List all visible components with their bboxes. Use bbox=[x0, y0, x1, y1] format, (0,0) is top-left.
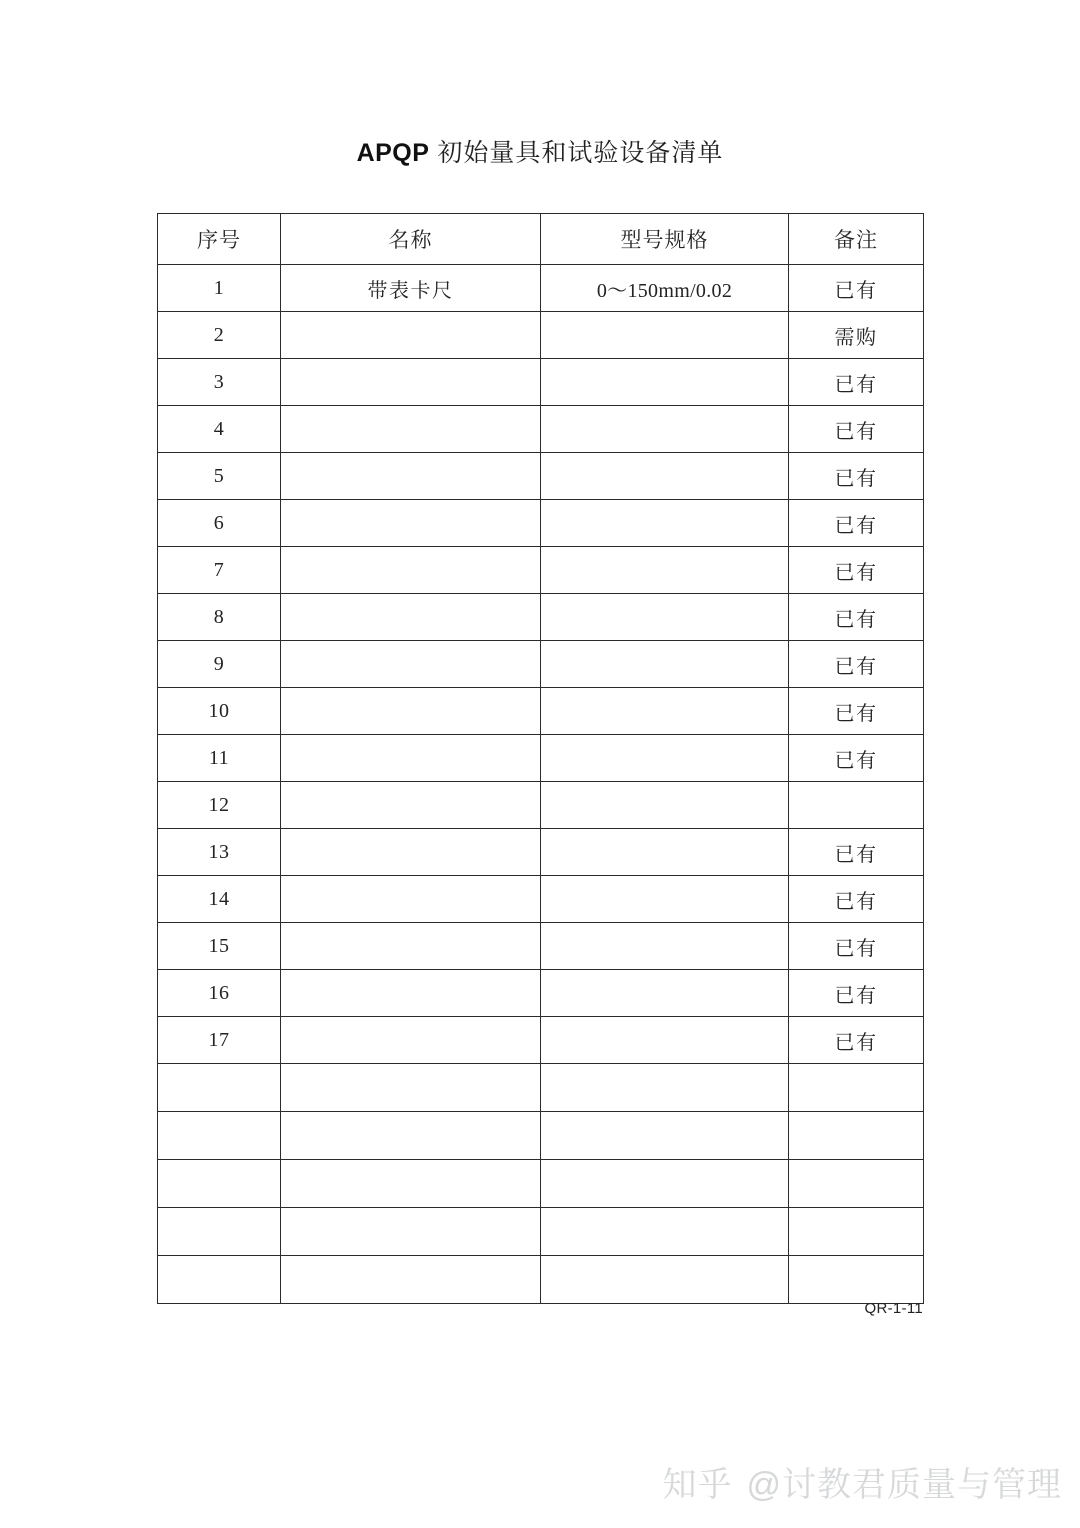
cell-no[interactable]: 2 bbox=[158, 312, 281, 359]
page-title bbox=[157, 138, 923, 169]
cell-no[interactable]: 15 bbox=[158, 923, 281, 970]
cell-no[interactable]: 12 bbox=[158, 782, 281, 829]
cell-model[interactable] bbox=[541, 782, 789, 829]
cell-name[interactable] bbox=[281, 1160, 541, 1208]
cell-name[interactable] bbox=[281, 1256, 541, 1304]
watermark-handle: @讨教君质量与管理 bbox=[746, 1466, 1062, 1504]
table-row bbox=[158, 876, 924, 923]
table-row bbox=[158, 970, 924, 1017]
column-header-model: 型号规格 bbox=[541, 214, 789, 265]
cell-no[interactable]: 1 bbox=[158, 265, 281, 312]
cell-name[interactable] bbox=[281, 829, 541, 876]
column-header-note: 备注 bbox=[789, 214, 924, 265]
cell-no[interactable]: 10 bbox=[158, 688, 281, 735]
table-row bbox=[158, 735, 924, 782]
cell-model[interactable] bbox=[541, 923, 789, 970]
cell-model[interactable] bbox=[541, 1064, 789, 1112]
cell-name[interactable] bbox=[281, 500, 541, 547]
table-row bbox=[158, 688, 924, 735]
cell-model[interactable] bbox=[541, 876, 789, 923]
cell-model[interactable] bbox=[541, 1208, 789, 1256]
table-row bbox=[158, 594, 924, 641]
cell-name[interactable] bbox=[281, 782, 541, 829]
cell-no[interactable] bbox=[158, 1208, 281, 1256]
cell-model[interactable] bbox=[541, 312, 789, 359]
cell-no[interactable]: 4 bbox=[158, 406, 281, 453]
cell-note[interactable]: 已有 bbox=[789, 1017, 924, 1064]
cell-model[interactable] bbox=[541, 1112, 789, 1160]
cell-note[interactable] bbox=[789, 1208, 924, 1256]
table-row bbox=[158, 453, 924, 500]
cell-note[interactable]: 已有 bbox=[789, 594, 924, 641]
cell-note[interactable]: 已有 bbox=[789, 829, 924, 876]
table-row bbox=[158, 1208, 924, 1256]
table-row bbox=[158, 641, 924, 688]
cell-model[interactable] bbox=[541, 594, 789, 641]
cell-note[interactable]: 已有 bbox=[789, 876, 924, 923]
cell-no[interactable]: 16 bbox=[158, 970, 281, 1017]
table-row bbox=[158, 782, 924, 829]
table-body bbox=[158, 265, 924, 1304]
cell-no[interactable] bbox=[158, 1064, 281, 1112]
table-row bbox=[158, 1064, 924, 1112]
cell-name[interactable] bbox=[281, 641, 541, 688]
cell-note[interactable] bbox=[789, 1064, 924, 1112]
cell-name[interactable] bbox=[281, 876, 541, 923]
table-row bbox=[158, 547, 924, 594]
table-row bbox=[158, 1017, 924, 1064]
cell-name[interactable] bbox=[281, 359, 541, 406]
cell-note[interactable] bbox=[789, 1256, 924, 1304]
cell-model[interactable] bbox=[541, 970, 789, 1017]
cell-model[interactable] bbox=[541, 453, 789, 500]
cell-no[interactable] bbox=[158, 1256, 281, 1304]
table-row bbox=[158, 829, 924, 876]
cell-note[interactable]: 已有 bbox=[789, 453, 924, 500]
watermark-logo: 知乎 bbox=[662, 1466, 733, 1504]
cell-name[interactable] bbox=[281, 1017, 541, 1064]
cell-model[interactable] bbox=[541, 688, 789, 735]
cell-no[interactable]: 14 bbox=[158, 876, 281, 923]
cell-no[interactable] bbox=[158, 1160, 281, 1208]
cell-name[interactable] bbox=[281, 1112, 541, 1160]
cell-name[interactable] bbox=[281, 1208, 541, 1256]
column-header-no: 序号 bbox=[158, 214, 281, 265]
title-text: 初始量具和试验设备清单 bbox=[437, 140, 724, 167]
cell-name[interactable] bbox=[281, 923, 541, 970]
cell-name[interactable] bbox=[281, 406, 541, 453]
table-row bbox=[158, 1112, 924, 1160]
cell-note[interactable]: 已有 bbox=[789, 406, 924, 453]
cell-model[interactable] bbox=[541, 1256, 789, 1304]
cell-note[interactable] bbox=[789, 1160, 924, 1208]
cell-name[interactable] bbox=[281, 453, 541, 500]
cell-no[interactable]: 5 bbox=[158, 453, 281, 500]
cell-no[interactable]: 8 bbox=[158, 594, 281, 641]
cell-note[interactable]: 已有 bbox=[789, 641, 924, 688]
column-header-name: 名称 bbox=[281, 214, 541, 265]
cell-no[interactable]: 17 bbox=[158, 1017, 281, 1064]
cell-name[interactable] bbox=[281, 547, 541, 594]
cell-no[interactable]: 3 bbox=[158, 359, 281, 406]
cell-model[interactable] bbox=[541, 500, 789, 547]
cell-note[interactable]: 需购 bbox=[789, 312, 924, 359]
cell-note[interactable]: 已有 bbox=[789, 265, 924, 312]
cell-name[interactable] bbox=[281, 1064, 541, 1112]
cell-no[interactable]: 13 bbox=[158, 829, 281, 876]
cell-model[interactable] bbox=[541, 359, 789, 406]
table-header-row bbox=[158, 214, 924, 265]
equipment-table bbox=[157, 213, 924, 1304]
watermark bbox=[662, 1457, 1062, 1506]
cell-note[interactable]: 已有 bbox=[789, 688, 924, 735]
cell-no[interactable] bbox=[158, 1112, 281, 1160]
cell-model[interactable] bbox=[541, 641, 789, 688]
cell-no[interactable]: 6 bbox=[158, 500, 281, 547]
cell-no[interactable]: 9 bbox=[158, 641, 281, 688]
cell-note[interactable]: 已有 bbox=[789, 500, 924, 547]
cell-note[interactable]: 已有 bbox=[789, 547, 924, 594]
cell-name[interactable] bbox=[281, 594, 541, 641]
cell-model[interactable] bbox=[541, 735, 789, 782]
table-row bbox=[158, 359, 924, 406]
cell-name[interactable]: 带表卡尺 bbox=[281, 265, 541, 312]
cell-note[interactable]: 已有 bbox=[789, 359, 924, 406]
cell-name[interactable] bbox=[281, 688, 541, 735]
cell-model[interactable] bbox=[541, 1017, 789, 1064]
cell-note[interactable]: 已有 bbox=[789, 735, 924, 782]
cell-no[interactable]: 7 bbox=[158, 547, 281, 594]
cell-model[interactable] bbox=[541, 1160, 789, 1208]
cell-model[interactable] bbox=[541, 829, 789, 876]
table-row bbox=[158, 265, 924, 312]
cell-name[interactable] bbox=[281, 970, 541, 1017]
table-row bbox=[158, 923, 924, 970]
table-row bbox=[158, 1256, 924, 1304]
table-row bbox=[158, 500, 924, 547]
cell-note[interactable] bbox=[789, 782, 924, 829]
table-row bbox=[158, 1160, 924, 1208]
cell-no[interactable]: 11 bbox=[158, 735, 281, 782]
cell-name[interactable] bbox=[281, 312, 541, 359]
cell-model[interactable] bbox=[541, 406, 789, 453]
cell-model[interactable]: 0～150mm/0.02 bbox=[541, 265, 789, 312]
cell-note[interactable]: 已有 bbox=[789, 923, 924, 970]
cell-note[interactable]: 已有 bbox=[789, 970, 924, 1017]
table-row bbox=[158, 406, 924, 453]
table-row bbox=[158, 312, 924, 359]
cell-model[interactable] bbox=[541, 547, 789, 594]
title-prefix: APQP bbox=[356, 139, 430, 167]
cell-name[interactable] bbox=[281, 735, 541, 782]
cell-note[interactable] bbox=[789, 1112, 924, 1160]
form-code: QR-1-11 bbox=[864, 1300, 923, 1317]
table-header bbox=[158, 214, 924, 265]
